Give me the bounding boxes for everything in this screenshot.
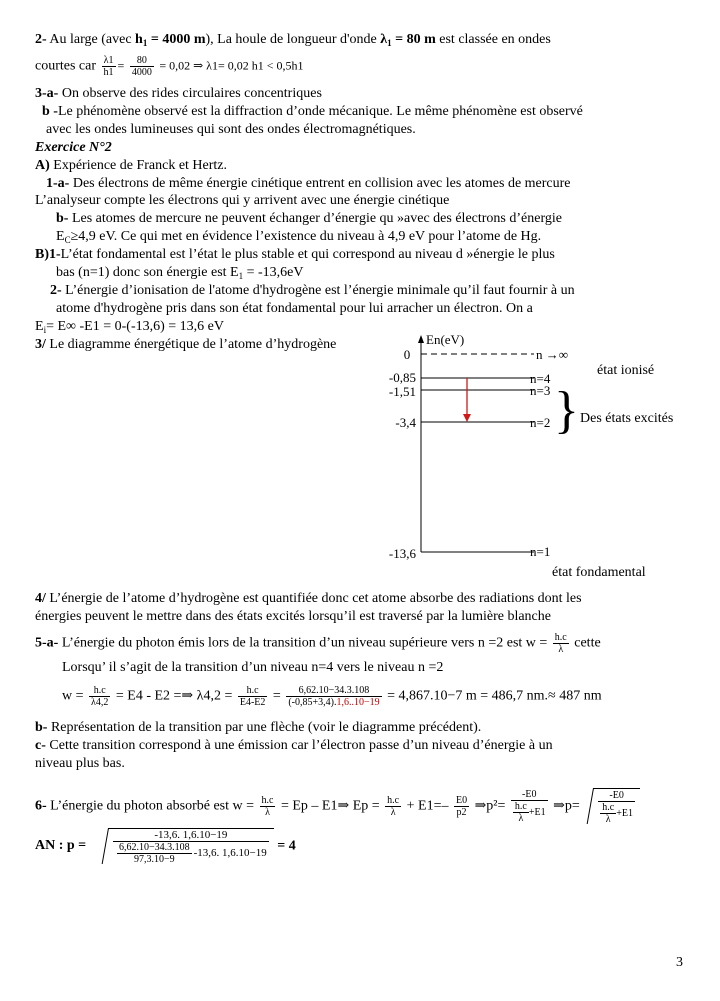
ex2-A: A) Expérience de Franck et Hertz. xyxy=(35,158,228,173)
an-formula: -13,6. 1,6.10−19 $\frac{6,62.10-34.3.108}{97,3.10-9}$ -13,6. 1,6.10−19 = 4 xyxy=(98,828,296,865)
level-n-1: n=1 xyxy=(530,544,551,559)
q6: 6- L’énergie du photon absorbé est w = $\frac{h.c}{\lambda}$ = Ep – E1⇒ Ep = $\frac{h.c}{\lambda}$ + E1=– $\frac{E0}{p2}$ ⇒p²= -E0 $\frac{h.c}{\lambda}$ +E1 ⇒p= -E0 $\frac{h.c}{\lambda}$ +E1 xyxy=(35,788,640,825)
energy-diagram xyxy=(380,330,700,580)
level-value-1: -13,6 xyxy=(388,546,416,561)
q2-line1: 2- Au large (avec $h_1 = 4000$ m), La houle de longueur d'onde $\lambda_1 = 80$ m est classée en ondes xyxy=(35,32,551,48)
level-n-2: n=2 xyxy=(530,415,551,430)
q5c: c- Cette transition correspond à une émission car l’électron passe d’un niveau d’énergie à un xyxy=(35,738,553,753)
excited-label: Des états excités xyxy=(580,411,674,426)
q5a-formula: w = $\frac{h.c}{\lambda 4,2}$ = E4 - E2 =⇒ λ4,2 = $\frac{h.c}{E4-E2}$ = $\frac{6,62.10-34.3.108}{(-0,85+3,4).1,6..10-19}$ = 4,867.10−7 m = 486,7 nm.≈ 487 nm xyxy=(62,685,602,708)
axis-label: En(eV) xyxy=(426,332,465,347)
ex2-b-2: $E_C\ge 4,9$ eV. Ce qui met en évidence l’existence du niveau à 4,9 eV pour l’atome de Hg. xyxy=(56,229,542,245)
ex2-B2: 2- L’énergie d’ionisation de l'atome d'hydrogène est l’énergie minimale qu’il faut fournir à un xyxy=(50,283,575,298)
q5c-2: niveau plus bas. xyxy=(35,756,125,771)
q4: 4/ L’énergie de l’atome d’hydrogène est quantifiée donc cet atome absorbe des radiations dont les xyxy=(35,591,582,606)
q3b-2: avec les ondes lumineuses qui sont des ondes électromagnétiques. xyxy=(46,122,416,137)
level-value-0: 0 xyxy=(403,347,411,362)
ex2-B1-2: bas (n=1) donc son énergie est $E_1 = -13,6eV$ xyxy=(56,265,304,281)
ex2-B2-3: $E_i= E\infty$ -E1 = 0-(-13,6) = 13,6 eV xyxy=(35,319,224,335)
q5a: 5-a- L’énergie du photon émis lors de la transition d’un niveau supérieure vers n =2 est w = $\frac{h.c}{\lambda}$ cette xyxy=(35,632,601,655)
level-value-2: -3,4 xyxy=(395,415,416,430)
level-n-4: n=4 xyxy=(530,371,551,386)
exercise-title: Exercice N°2 xyxy=(35,140,112,155)
level-value-4: -0,85 xyxy=(388,370,416,385)
excited-brace: } xyxy=(554,382,579,439)
transition-arrowhead xyxy=(463,414,471,422)
q3a: 3-a- On observe des rides circulaires concentriques xyxy=(35,86,322,101)
ionised-label: état ionisé xyxy=(597,363,655,378)
q4-2: énergies peuvent le mettre dans des états excités lorsqu’il est traversé par la lumière blanche xyxy=(35,609,551,624)
level-value-3: -1,51 xyxy=(388,384,416,399)
q5a-2: Lorsqu’ il s’agit de la transition d’un niveau n=4 vers le niveau n =2 xyxy=(62,660,444,675)
q3b: b -Le phénomène observé est la diffraction d’onde mécanique. Le même phénomène est observé xyxy=(42,104,583,119)
ex2-B3: 3/ Le diagramme énergétique de l’atome d’hydrogène xyxy=(35,337,337,352)
ex2-1a-2: L’analyseur compte les électrons qui y arrivent avec une énergie cinétique xyxy=(35,193,450,208)
q2-line2: courtes car $\frac{\lambda 1}{h1}$ = $\frac{80}{4000}$ = 0,02 ⇒ λ1= 0,02 h1 < 0,5h1 xyxy=(35,55,304,78)
ex2-B1: B)1-L’état fondamental est l’état le plus stable et qui correspond au niveau d »énergie le plus xyxy=(35,247,555,262)
q5b: b- Représentation de la transition par une flèche (voir le diagramme précédent). xyxy=(35,720,482,735)
ex2-1a: 1-a- Des électrons de même énergie cinétique entrent en collision avec les atomes de mercure xyxy=(46,176,571,191)
ex2-B2-2: atome d'hydrogène pris dans son état fondamental pour lui arracher un électron. On a xyxy=(56,301,533,316)
page-number: 3 xyxy=(676,955,683,970)
level-n-inf: n →∞ xyxy=(536,347,569,362)
an-label: AN : p = xyxy=(35,838,87,853)
fundamental-label: état fondamental xyxy=(552,565,646,580)
level-n-3: n=3 xyxy=(530,383,551,398)
ex2-b: b- Les atomes de mercure ne peuvent échanger d’énergie qu »avec des électrons d’énergie xyxy=(56,211,562,226)
